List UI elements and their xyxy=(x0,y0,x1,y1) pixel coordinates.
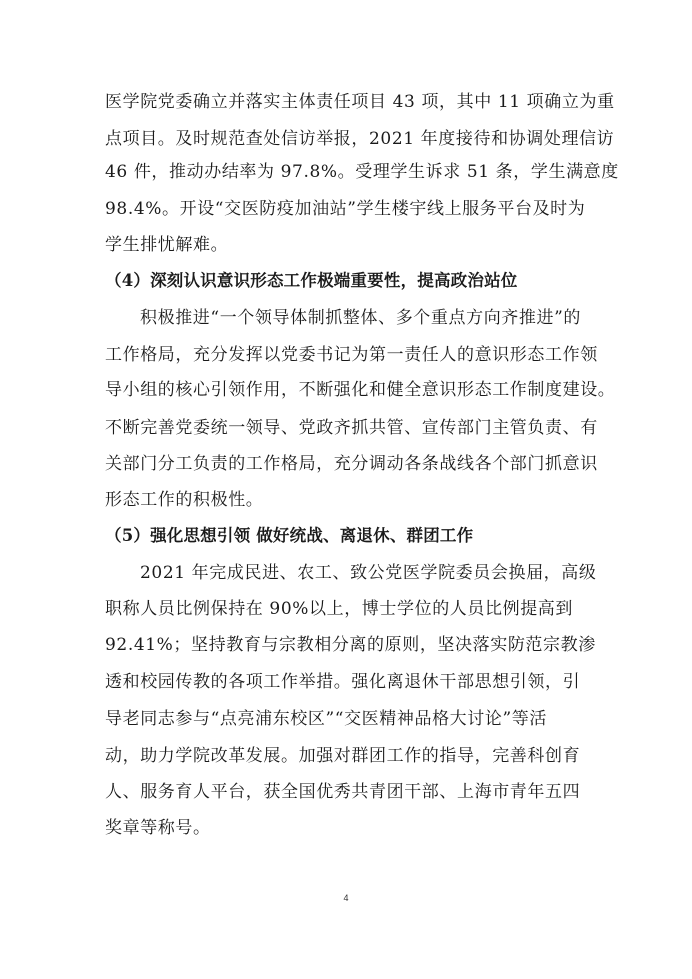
text-line: 工作格局，充分发挥以党委书记为第一责任人的意识形态工作领 xyxy=(105,345,598,365)
text-line: 透和校园传教的各项工作举措。强化离退休干部思想引领，引 xyxy=(105,672,581,692)
text-line: 关部门分工负责的工作格局，充分调动各条战线各个部门抓意识 xyxy=(105,454,598,474)
text-line: 点项目。及时规范查处信访举报，2021 年度接待和协调处理信访 xyxy=(105,129,615,149)
text-line: 98.4%。开设“交医防疫加油站”学生楼宇线上服务平台及时为 xyxy=(105,199,586,219)
page-number: 4 xyxy=(343,893,349,903)
text-line: 不断完善党委统一领导、党政齐抓共管、宣传部门主管负责、有 xyxy=(105,418,598,438)
text-line: 奖章等称号。 xyxy=(105,818,211,838)
text-line: 学生排忧解难。 xyxy=(105,235,229,255)
text-line: 人、服务育人平台，获全国优秀共青团干部、上海市青年五四 xyxy=(105,782,581,802)
text-line: 形态工作的积极性。 xyxy=(105,490,264,510)
text-line: 2021 年完成民进、农工、致公党医学院委员会换届，高级 xyxy=(140,563,597,583)
text-line: 医学院党委确立并落实主体责任项目 43 项，其中 11 项确立为重 xyxy=(105,92,615,112)
text-line: 积极推进“一个领导体制抓整体、多个重点方向齐推进”的 xyxy=(140,308,581,328)
section-heading: （5）强化思想引领 做好统战、离退休、群团工作 xyxy=(105,526,474,545)
section-heading: （4）深刻认识意识形态工作极端重要性，提高政治站位 xyxy=(105,271,518,290)
text-line: 职称人员比例保持在 90%以上，博士学位的人员比例提高到 xyxy=(105,599,573,619)
text-line: 导小组的核心引领作用，不断强化和健全意识形态工作制度建设。 xyxy=(105,380,616,400)
text-line: 92.41%；坚持教育与宗教相分离的原则，坚决落实防范宗教渗 xyxy=(105,635,596,655)
text-line: 46 件，推动办结率为 97.8%。受理学生诉求 51 条，学生满意度 xyxy=(105,162,619,182)
text-line: 动，助力学院改革发展。加强对群团工作的指导，完善科创育 xyxy=(105,746,581,766)
text-line: 导老同志参与“点亮浦东校区”“交医精神品格大讨论”等活 xyxy=(105,709,547,729)
